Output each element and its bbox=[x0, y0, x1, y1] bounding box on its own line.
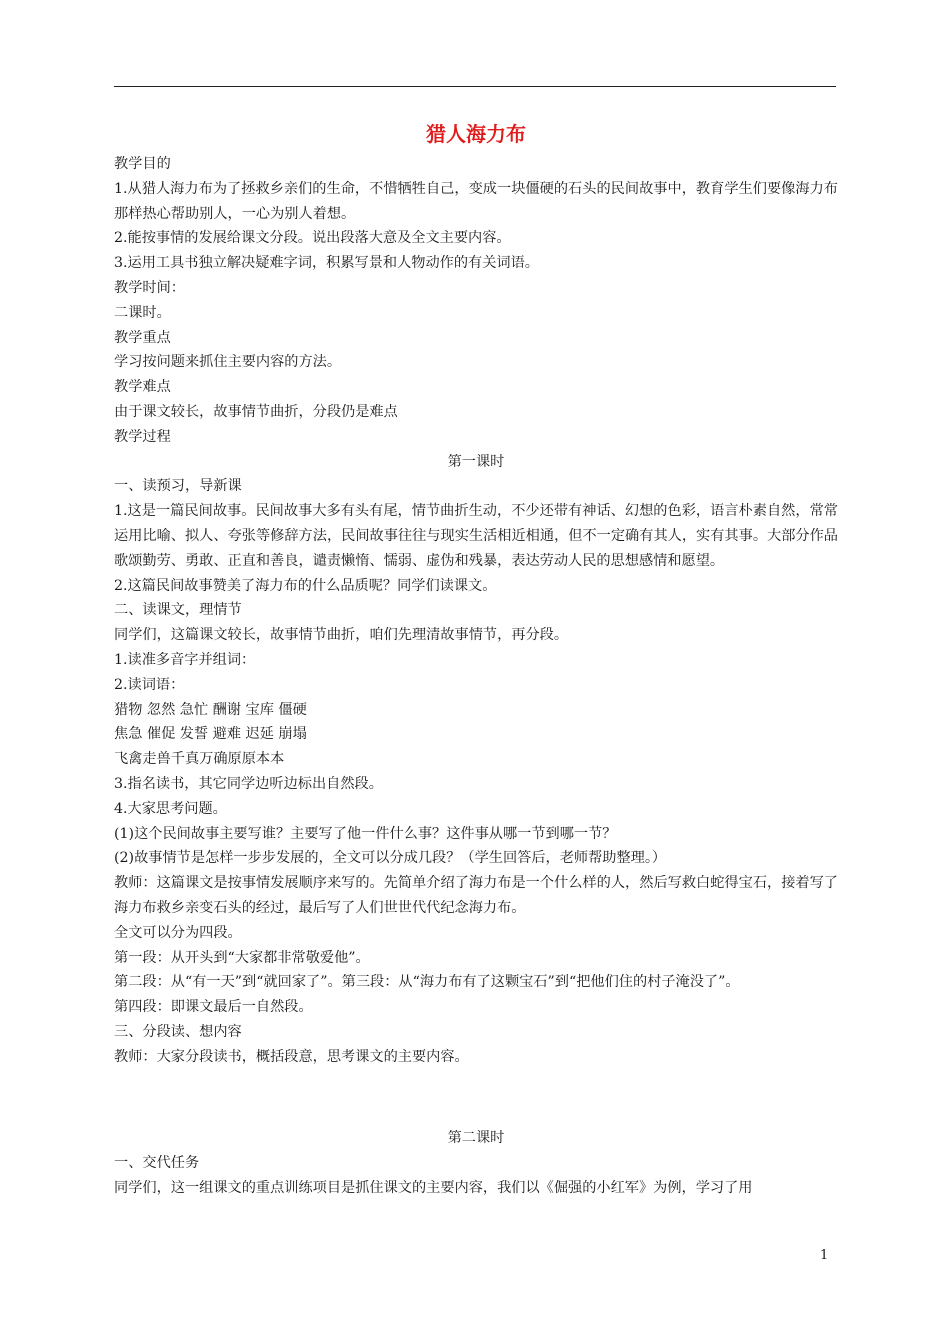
text-line: (1)这个民间故事主要写谁？主要写了他一件什么事？这件事从哪一节到哪一节？ bbox=[114, 825, 617, 842]
text-line: 全文可以分为四段。 bbox=[114, 924, 242, 941]
text-line: 二、读课文，理情节 bbox=[114, 602, 242, 619]
text-line: 同学们，这一组课文的重点训练项目是抓住课文的主要内容，我们以《倔强的小红军》为例，学习了用 bbox=[114, 1179, 753, 1196]
text-line: 由于课文较长，故事情节曲折，分段仍是难点 bbox=[114, 403, 398, 420]
text-line: 同学们，这篇课文较长，故事情节曲折，咱们先理清故事情节，再分段。 bbox=[114, 627, 569, 644]
text-line: 第四段：即课文最后一自然段。 bbox=[114, 999, 313, 1016]
text-line: 一、交代任务 bbox=[114, 1155, 200, 1172]
text-line: 教师：大家分段读书，概括段意，思考课文的主要内容。 bbox=[114, 1048, 469, 1065]
text-line: 教学目的 bbox=[114, 156, 171, 172]
document-lines bbox=[114, 152, 838, 1201]
text-line: 2.这篇民间故事赞美了海力布的什么品质呢？同学们读课文。 bbox=[114, 577, 497, 594]
document-body bbox=[114, 118, 838, 1201]
text-line: 教师：这篇课文是按事情发展顺序来写的。先简单介绍了海力布是一个什么样的人，然后写救白蛇得宝石，接着写了海力布救乡亲变石头的经过，最后写了人们世世代代纪念海力布。 bbox=[114, 875, 838, 916]
text-line: 二课时。 bbox=[114, 304, 171, 321]
text-line: 学习按问题来抓住主要内容的方法。 bbox=[114, 354, 342, 371]
header-rule bbox=[114, 86, 836, 87]
text-line: 猎物 忽然 急忙 酬谢 宝库 僵硬 bbox=[114, 701, 307, 718]
blank-line bbox=[114, 1085, 838, 1110]
text-line: 第一段：从开头到“大家都非常敬爱他”。 bbox=[114, 949, 370, 966]
text-line: (2)故事情节是怎样一步步发展的，全文可以分成几段？（学生回答后，老师帮助整理。） bbox=[114, 850, 667, 867]
text-line: 2.能按事情的发展给课文分段。说出段落大意及全文主要内容。 bbox=[114, 230, 511, 247]
text-line: 教学难点 bbox=[114, 379, 171, 396]
section-heading: 第一课时 bbox=[447, 453, 505, 470]
section-heading: 第二课时 bbox=[447, 1130, 505, 1147]
text-line: 三、分段读、想内容 bbox=[114, 1023, 242, 1040]
text-line: 4.大家思考问题。 bbox=[114, 800, 227, 817]
text-line: 一、读预习，导新课 bbox=[114, 478, 242, 495]
text-line: 1.这是一篇民间故事。民间故事大多有头有尾，情节曲折生动，不少还带有神话、幻想的色彩，语言朴素自然，常常运用比喻、拟人、夸张等修辞方法，民间故事往往与现实生活相近相通，但不一定确有其人，实有其事。大部分作品歌颂勤劳、勇敢、正直和善良，谴责懒惰、懦弱、虚伪和残暴，表达劳动人民的思想感情和愿望。 bbox=[114, 503, 838, 569]
text-line: 3.运用工具书独立解决疑难字词，积累写景和人物动作的有关词语。 bbox=[114, 255, 539, 272]
document-title: 猎人海力布 bbox=[426, 122, 526, 146]
text-line: 焦急 催促 发誓 避难 迟延 崩塌 bbox=[114, 726, 307, 743]
text-line: 教学过程 bbox=[114, 428, 171, 445]
text-line: 1.从猎人海力布为了拯救乡亲们的生命，不惜牺牲自己，变成一块僵硬的石头的民间故事中，教育学生们要像海力布那样热心帮助别人，一心为别人着想。 bbox=[114, 180, 838, 222]
text-line: 教学重点 bbox=[114, 329, 171, 346]
text-line: 教学时间： bbox=[114, 279, 185, 296]
text-line: 1.读准多音字并组词： bbox=[114, 651, 256, 668]
text-line: 飞禽走兽千真万确原原本本 bbox=[114, 751, 285, 768]
text-line: 2.读词语： bbox=[114, 676, 185, 693]
page-number: 1 bbox=[820, 1248, 829, 1263]
text-line: 第二段：从“有一天”到“就回家了”。第三段：从“海力布有了这颗宝石”到“把他们住的村子淹没了”。 bbox=[114, 974, 740, 991]
text-line: 3.指名读书，其它同学边听边标出自然段。 bbox=[114, 775, 383, 792]
